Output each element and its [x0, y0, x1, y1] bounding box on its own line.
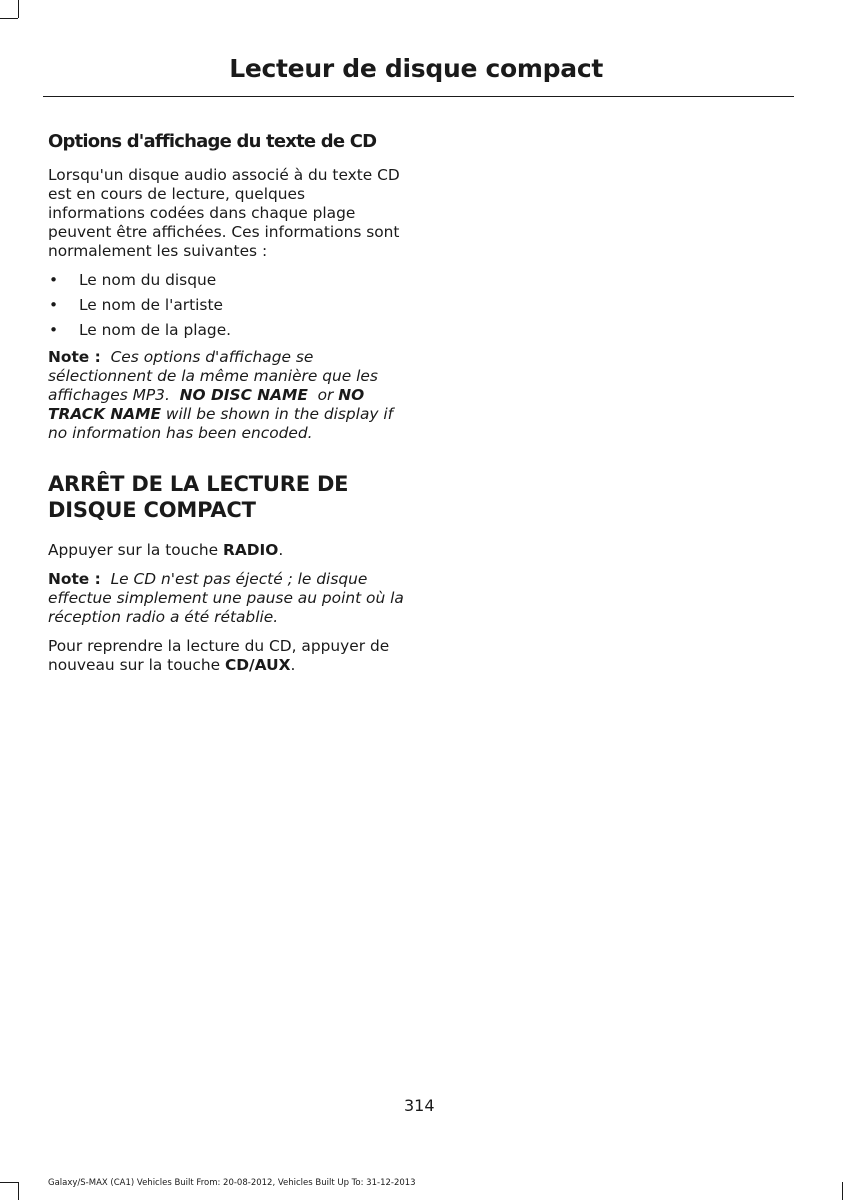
crop-mark-top-left-horizontal — [0, 18, 18, 19]
list-item — [48, 296, 404, 315]
list-item-text: Le nom du disque — [79, 271, 217, 289]
crop-mark-top-left-vertical — [18, 0, 19, 18]
radio-instruction — [48, 541, 404, 560]
instruction-text: Pour reprendre la lecture du CD, appuyer de nouveau sur la touche — [48, 637, 390, 674]
intro-paragraph: Lorsqu'un disque audio associé à du texte CD est en cours de lecture, quelques informations codées dans chaque plage peuvent être affichées. Ces informations sont normalement les suivantes : — [48, 166, 400, 260]
note-text: Ces options d'affichage se sélectionnent de la même manière que les affichages MP3. — [48, 348, 378, 404]
crop-mark-bottom-left-vertical — [18, 1182, 19, 1200]
note-bold-disc-name: NO DISC NAME — [179, 386, 308, 404]
info-list — [48, 271, 404, 340]
cd-aux-key-label: CD/AUX — [224, 656, 291, 674]
instruction-end: . — [278, 541, 284, 559]
heading-line: DISQUE COMPACT — [48, 498, 256, 522]
note-display-options — [48, 348, 404, 443]
bullet-dot: • — [49, 321, 59, 339]
list-item — [48, 271, 404, 290]
list-item — [48, 321, 404, 340]
instruction-end: . — [290, 656, 296, 674]
title-rule — [43, 96, 794, 97]
crop-mark-bottom-left-horizontal — [0, 1182, 18, 1183]
bullet-dot: • — [49, 271, 59, 289]
note-label: Note : — [48, 570, 101, 588]
page-title: Lecteur de disque compact — [229, 54, 603, 83]
list-item-text: Le nom de l'artiste — [79, 296, 223, 314]
bullet-dot: • — [49, 296, 59, 314]
content-column — [48, 131, 404, 685]
heading-line: ARRÊT DE LA LECTURE DE — [48, 472, 349, 496]
footer-vehicle-info: Galaxy/S-MAX (CA1) Vehicles Built From: 20-08-2012, Vehicles Built Up To: 31-12-2013 — [48, 1178, 416, 1188]
section-title-cd-text-options: Options d'affichage du texte de CD — [48, 131, 377, 152]
note-cd-not-ejected — [48, 570, 404, 627]
radio-key-label: RADIO — [223, 541, 279, 559]
note-label: Note : — [48, 348, 101, 366]
note-text: Le CD n'est pas éjecté ; le disque effectue simplement une pause au point où la réception radio a été rétablie. — [48, 570, 404, 626]
list-item-text: Le nom de la plage. — [79, 321, 232, 339]
crop-mark-bottom-right-vertical — [842, 1182, 843, 1200]
note-text: or — [317, 386, 334, 404]
note-text: will be shown in the display if no information has been encoded. — [48, 405, 394, 442]
page-number: 314 — [404, 1096, 435, 1115]
instruction-text: Appuyer sur la touche — [48, 541, 219, 559]
note-bold-track-name: NO TRACK NAME — [48, 386, 365, 423]
section-heading-stop-cd — [48, 471, 404, 523]
resume-instruction — [48, 637, 404, 675]
